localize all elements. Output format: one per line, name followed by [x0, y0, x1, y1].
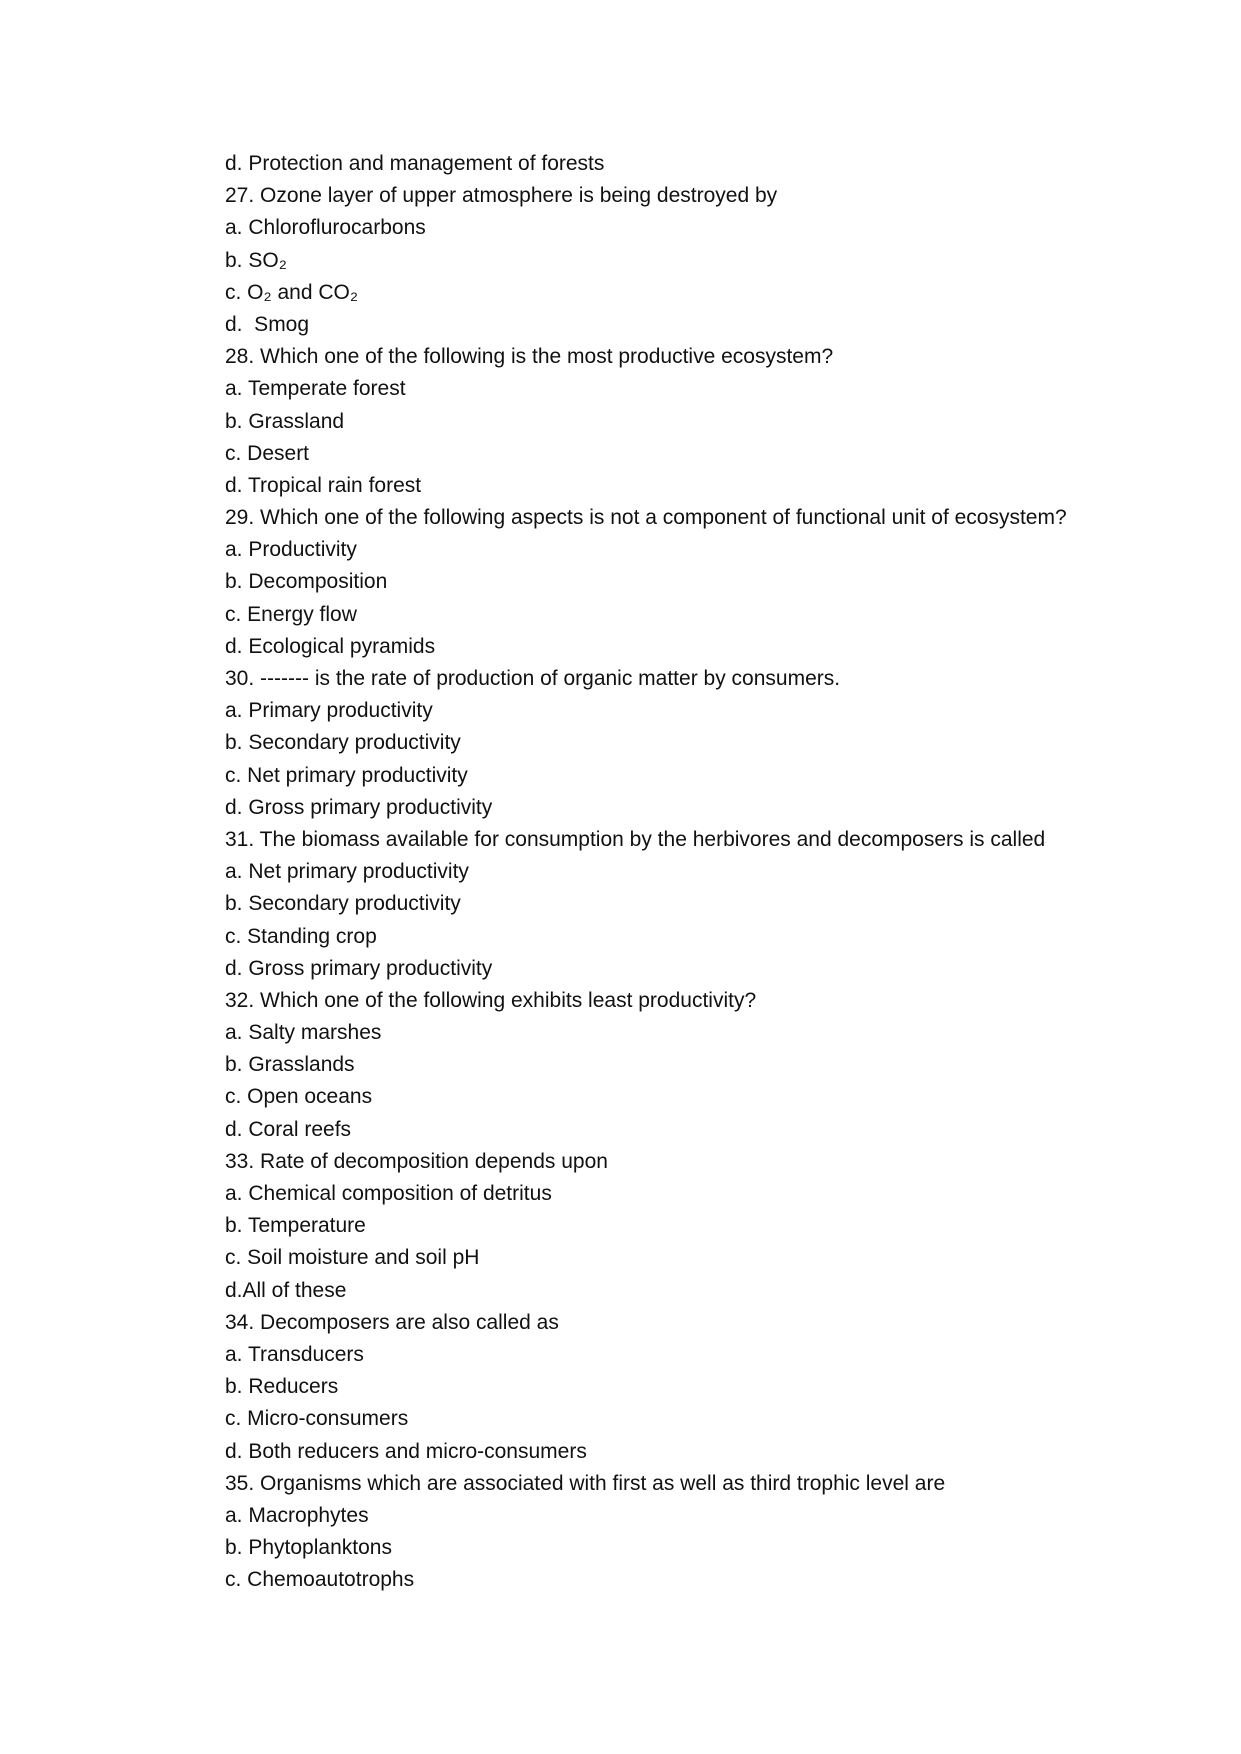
option-text: c. Standing crop	[225, 924, 377, 948]
option-text: a. Salty marshes	[225, 1021, 382, 1045]
option-text: c. O₂ and CO₂	[225, 280, 359, 304]
option-text: d.All of these	[225, 1278, 347, 1302]
question-text: 32. Which one of the following exhibits least productivity?	[225, 988, 757, 1012]
option-text: a. Chloroflurocarbons	[225, 216, 426, 240]
option-text: d. Gross primary productivity	[225, 956, 493, 980]
question-text: 33. Rate of decomposition depends upon	[225, 1149, 608, 1173]
option-text: d. Smog	[225, 312, 310, 336]
option-text: c. Open oceans	[225, 1085, 373, 1109]
option-text: a. Temperate forest	[225, 377, 406, 401]
question-text: 29. Which one of the following aspects is not a component of functional unit of ecosystem?	[225, 506, 1067, 530]
option-text: b. Phytoplanktons	[225, 1536, 392, 1560]
question-text: 30. ------- is the rate of production of organic matter by consumers.	[225, 667, 841, 690]
question-text: 31. The biomass available for consumption by the herbivores and decomposers is called	[225, 827, 1046, 851]
question-text: 27. Ozone layer of upper atmosphere is being destroyed by	[225, 184, 778, 208]
option-text: b. Grassland	[225, 409, 345, 433]
option-text: d. Coral reefs	[225, 1117, 352, 1141]
question-text: 28. Which one of the following is the most productive ecosystem?	[225, 345, 834, 369]
option-text: c. Micro-consumers	[225, 1407, 409, 1431]
option-text: b. Decomposition	[225, 570, 388, 594]
option-text: d. Gross primary productivity	[225, 795, 493, 819]
option-text: a. Macrophytes	[225, 1503, 369, 1527]
option-text: b. Secondary productivity	[225, 892, 461, 916]
question-text: 34. Decomposers are also called as	[225, 1310, 559, 1334]
option-text: b. Secondary productivity	[225, 731, 461, 755]
option-text: d. Ecological pyramids	[225, 634, 436, 658]
option-text: a. Productivity	[225, 538, 357, 562]
option-text: c. Desert	[225, 441, 310, 465]
option-text: a. Primary productivity	[225, 699, 433, 723]
option-text: b. Reducers	[225, 1375, 339, 1399]
option-text: d. Protection and management of forests	[225, 152, 605, 175]
option-text: d. Both reducers and micro-consumers	[225, 1439, 587, 1463]
option-text: d. Tropical rain forest	[225, 473, 422, 497]
question-text: 35. Organisms which are associated with first as well as third trophic level are	[225, 1471, 946, 1495]
option-text: a. Chemical composition of detritus	[225, 1182, 552, 1205]
option-text: b. Grasslands	[225, 1053, 355, 1077]
option-text: c. Soil moisture and soil pH	[225, 1246, 480, 1270]
option-text: a. Net primary productivity	[225, 860, 469, 884]
option-text: c. Energy flow	[225, 602, 357, 626]
option-text: c. Chemoautotrophs	[225, 1568, 415, 1592]
option-text: a. Transducers	[225, 1342, 364, 1366]
document-page	[225, 148, 1185, 1596]
option-text: b. Temperature	[225, 1214, 366, 1238]
option-text: b. SO₂	[225, 248, 287, 272]
option-text: c. Net primary productivity	[225, 763, 468, 787]
